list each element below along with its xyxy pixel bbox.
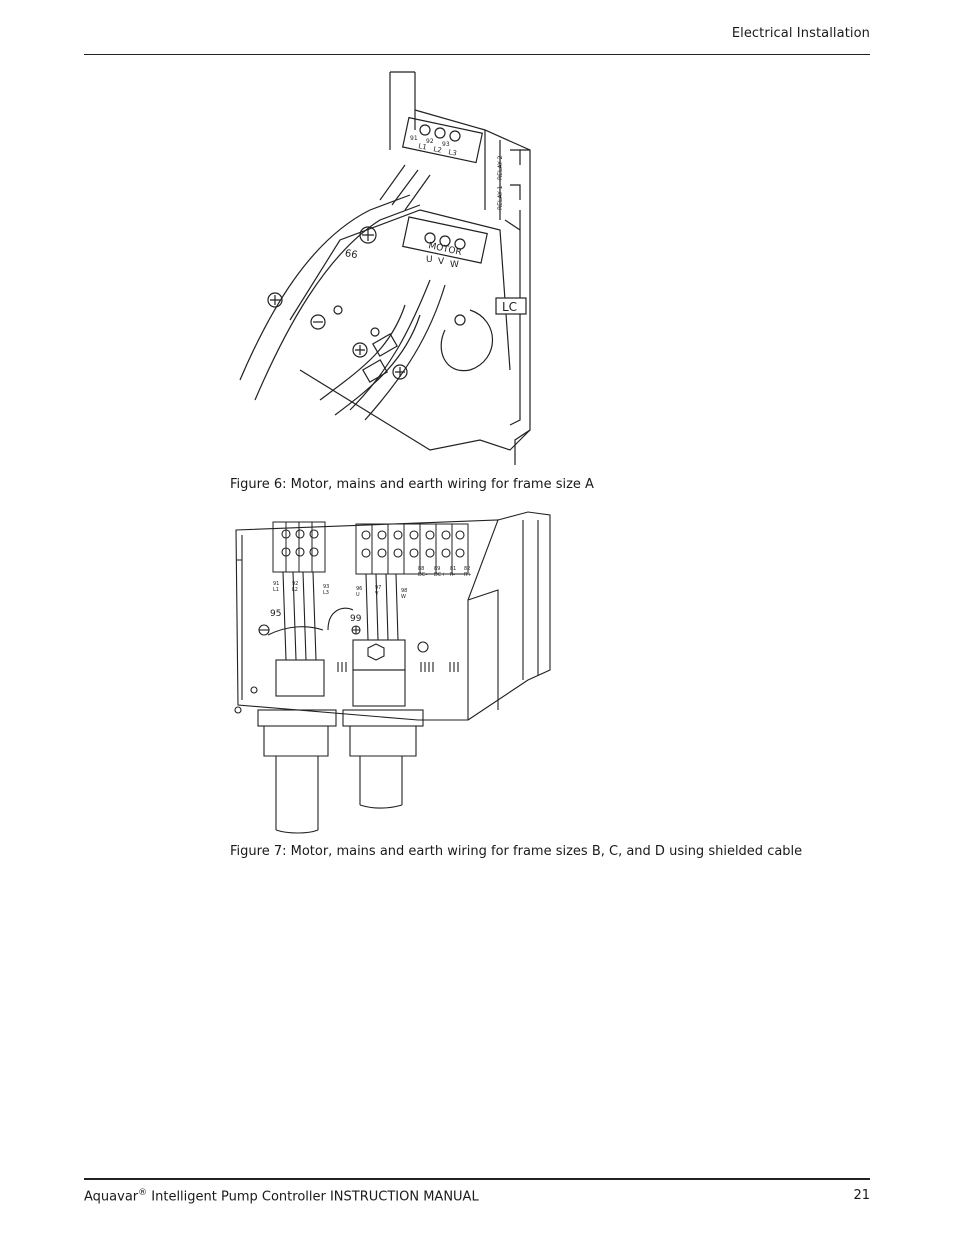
header-rule [84, 54, 870, 55]
fig6-relay-2: RELAY 2 [497, 155, 504, 180]
fig7-earth-95: 95 [270, 609, 282, 619]
fig6-terminal-l1: L1 [417, 142, 428, 152]
fig7-t81: 81 [450, 566, 457, 572]
fig7-t92: 92 [292, 581, 299, 587]
fig6-motor-label: MOTOR [427, 241, 463, 258]
registered-mark: ® [138, 1188, 148, 1198]
figure-6-illustration [230, 70, 560, 466]
figure-7-caption: Figure 7: Motor, mains and earth wiring for frame sizes B, C, and D using shielded cable [230, 844, 803, 859]
fig6-terminal-91: 91 [410, 135, 418, 142]
fig6-terminal-v: V [438, 257, 445, 267]
fig6-terminal-92: 92 [426, 138, 434, 145]
section-title: Electrical Installation [731, 26, 870, 41]
fig7-t96: 96 [356, 586, 363, 592]
fig6-terminal-w: W [450, 260, 459, 270]
figure-7-illustration [228, 510, 554, 834]
fig6-terminal-u: U [426, 255, 433, 265]
fig7-t88: 88 [418, 566, 425, 572]
fig7-w: W [401, 594, 406, 600]
fig7-t97: 97 [375, 585, 382, 591]
fig6-terminal-l2: L2 [432, 145, 443, 155]
fig7-earth-99: 99 [350, 614, 362, 624]
fig6-terminal-93: 93 [442, 141, 450, 148]
fig7-l1: L1 [273, 587, 279, 593]
manual-title [84, 1188, 479, 1204]
fig7-l3: L3 [323, 590, 329, 596]
fig7-rp: R+ [464, 572, 472, 578]
fig7-t82: 82 [464, 566, 471, 572]
fig7-rm: R- [450, 572, 456, 578]
fig7-t93: 93 [323, 584, 330, 590]
manual-title-brand: Aquavar [84, 1189, 139, 1205]
fig6-earth-99: 99 [344, 245, 359, 259]
page-number: 21 [853, 1188, 870, 1203]
manual-title-rest: Intelligent Pump Controller INSTRUCTION MANUAL [147, 1189, 479, 1205]
fig6-terminal-l3: L3 [447, 148, 458, 158]
fig7-v: V [375, 591, 379, 597]
fig7-dcp: DC+ [434, 572, 446, 578]
fig6-lc-label: LC [502, 300, 518, 314]
fig7-t91: 91 [273, 581, 280, 587]
footer-rule [84, 1178, 870, 1180]
fig7-u: U [356, 592, 360, 598]
figure-6-caption: Figure 6: Motor, mains and earth wiring for frame size A [230, 477, 594, 492]
fig7-dcm: DC- [418, 572, 428, 578]
fig6-relay-1: RELAY 1 [497, 185, 504, 210]
fig7-l2: L2 [292, 587, 298, 593]
fig7-t98: 98 [401, 588, 408, 594]
fig7-t89: 89 [434, 566, 441, 572]
